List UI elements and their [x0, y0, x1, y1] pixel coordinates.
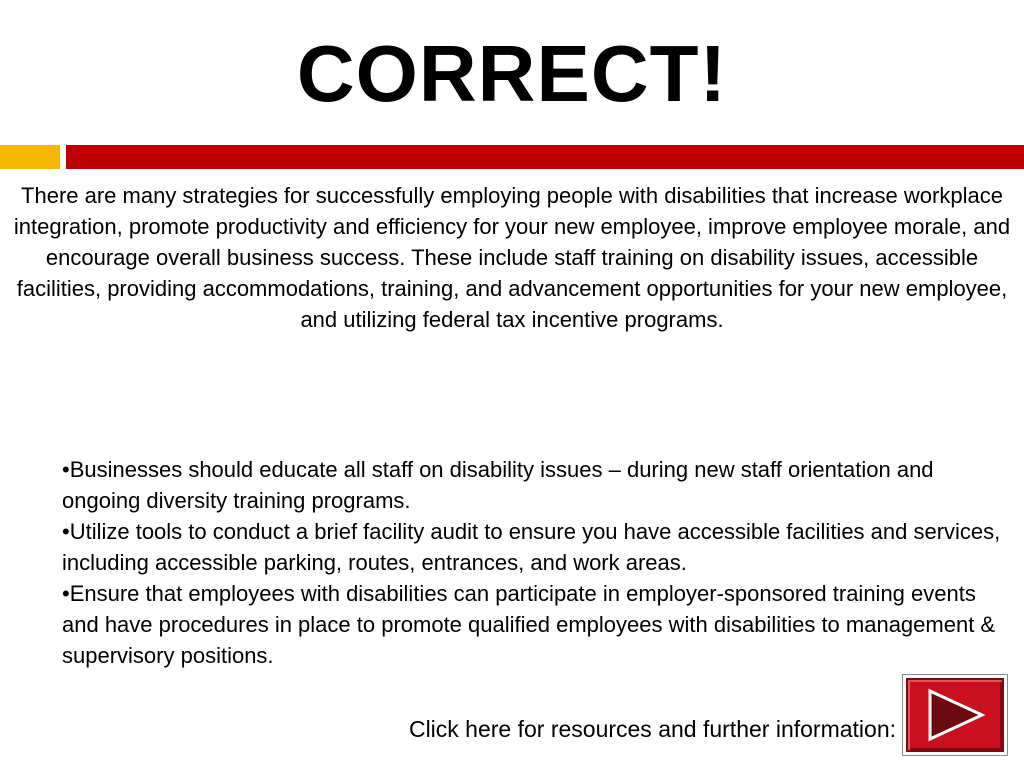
intro-paragraph: There are many strategies for successfully employing people with disabilities that increase workplace integration, promote productivity and efficiency for your new employee, improve employee morale, and encourage overall business success. These include staff training on disability issues, accessible facilities, providing accommodations, training, and advancement opportunities for your new employee, and utilizing federal tax incentive programs. [13, 183, 1011, 332]
slide-title: CORRECT! [296, 29, 728, 118]
strategy-list [62, 454, 1012, 671]
title-divider-bar [66, 145, 1024, 169]
accent-bar [0, 145, 60, 169]
list-item: •Utilize tools to conduct a brief facility audit to ensure you have accessible facilities and services, including accessible parking, routes, entrances, and work areas. [62, 519, 1001, 575]
resources-link-text[interactable]: Click here for resources and further information: [408, 716, 896, 742]
next-button-face[interactable] [906, 678, 1004, 752]
next-button[interactable] [902, 674, 1008, 756]
play-arrow-icon [924, 688, 986, 742]
list-item: •Businesses should educate all staff on disability issues – during new staff orientation and ongoing diversity training programs. [62, 457, 934, 513]
list-item: •Ensure that employees with disabilities can participate in employer-sponsored training events and have procedures in place to promote qualified employees with disabilities to management & supervisory positions. [62, 581, 996, 668]
